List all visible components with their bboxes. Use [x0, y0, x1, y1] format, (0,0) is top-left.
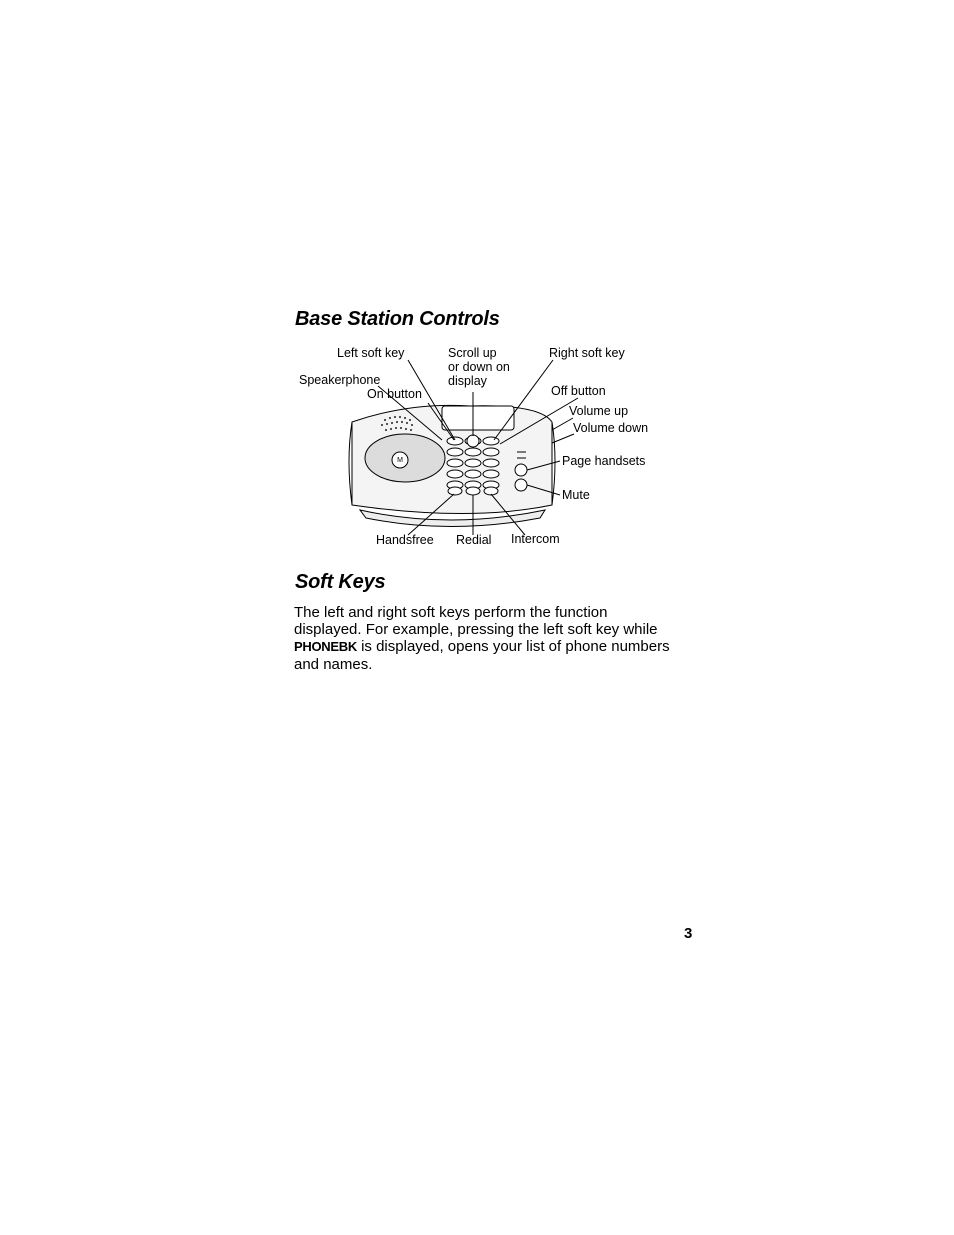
section-title-base-station-controls: Base Station Controls	[295, 308, 500, 330]
paragraph-text-end: is displayed, opens your list of phone numbers and names.	[294, 638, 670, 673]
section-title-soft-keys: Soft Keys	[295, 571, 386, 593]
label-intercom: Intercom	[511, 532, 560, 546]
label-volume-down: Volume down	[573, 421, 649, 435]
label-left-soft-key: Left soft key	[337, 346, 405, 360]
label-page-handsets: Page handsets	[562, 454, 646, 468]
label-handsfree: Handsfree	[376, 533, 434, 547]
label-scroll-line1: Scroll up	[448, 346, 497, 360]
label-scroll-line3: display	[448, 374, 487, 388]
label-redial: Redial	[456, 533, 492, 547]
label-off-button: Off button	[551, 384, 606, 398]
label-right-soft-key: Right soft key	[549, 346, 625, 360]
page-number: 3	[684, 925, 693, 942]
base-station-diagram	[290, 340, 670, 555]
svg-text:M: M	[397, 457, 403, 464]
label-speakerphone: Speakerphone	[299, 373, 381, 387]
soft-keys-paragraph	[294, 604, 674, 673]
paragraph-text-start: The left and right soft keys perform the function displayed. For example, pressing the left soft key while	[294, 604, 658, 639]
label-scroll-line2: or down on	[448, 360, 510, 374]
label-on-button: On button	[367, 387, 422, 401]
keyword-phonebk: PHONEBK	[294, 639, 357, 655]
label-mute: Mute	[562, 488, 590, 502]
label-volume-up: Volume up	[569, 404, 629, 418]
